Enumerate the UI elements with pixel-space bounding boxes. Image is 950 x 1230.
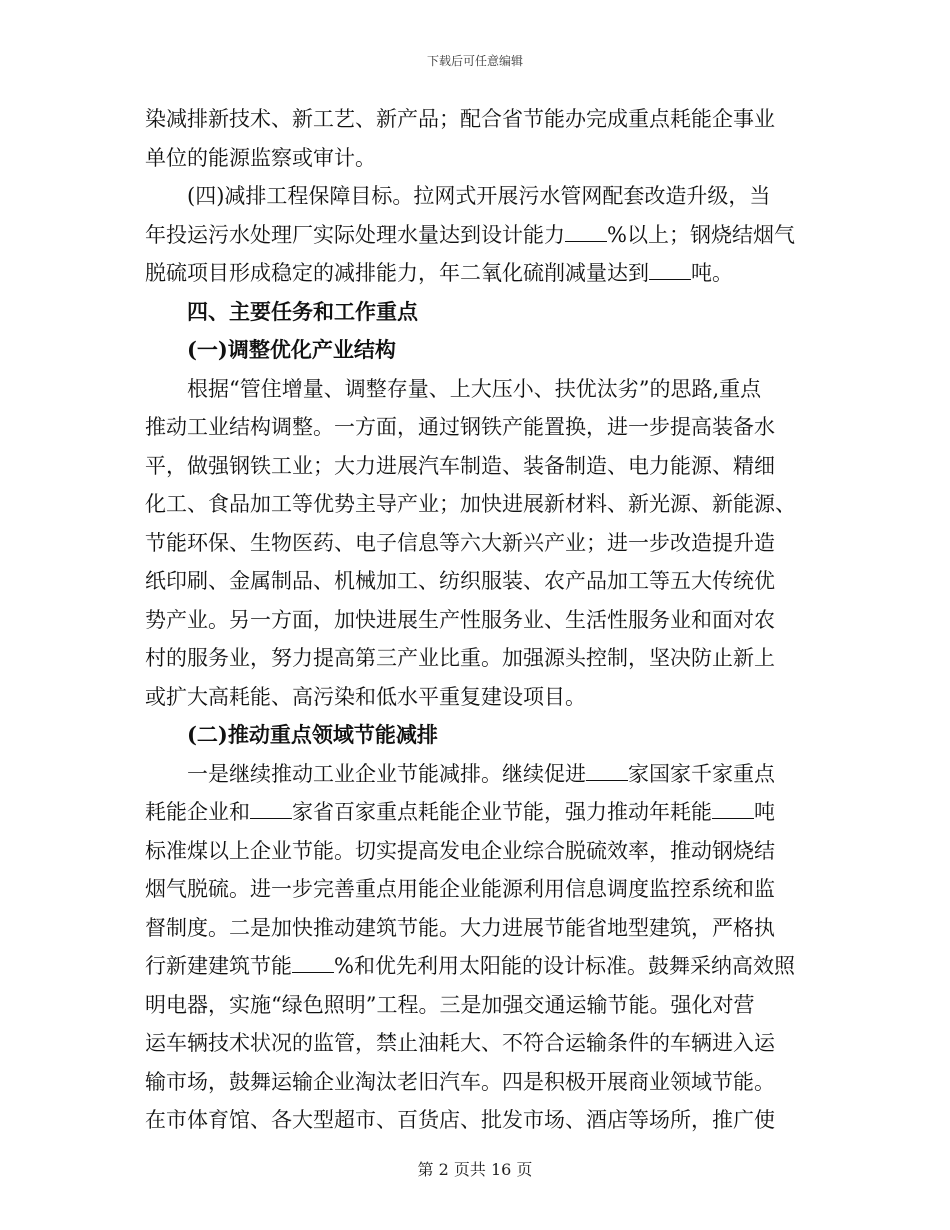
text-segment: 根据“管住增量、调整存量、上大压小、扶优汰劣”的思路,重点 <box>145 376 762 401</box>
text-segment: 督制度。二是加快推动建筑节能。大力进展节能省地型建筑，严格执 <box>145 915 775 940</box>
text-line <box>145 870 805 909</box>
text-segment: 或扩大高耗能、高污染和低水平重复建设项目。 <box>145 684 586 709</box>
text-segment: (一)调整优化产业结构 <box>145 337 396 362</box>
text-segment: 村的服务业，努力提高第三产业比重。加强源头控制，坚决防止新上 <box>145 646 775 670</box>
text-segment: 染减排新技术、新工艺、新产品；配合省节能办完成重点耗能企事业 <box>145 107 775 131</box>
text-segment: 纸印刷、金属制品、机械加工、纺织服装、农产品加工等五大传统优 <box>145 569 775 593</box>
page-header: 下载后可任意编辑 <box>426 54 523 68</box>
text-line <box>145 485 805 524</box>
text-segment: 节能环保、生物医药、电子信息等六大新兴产业；进一步改造提升造 <box>145 530 775 555</box>
text-line <box>145 1101 805 1140</box>
text-segment: 行新建建筑节能 <box>145 954 292 978</box>
text-line <box>145 562 805 601</box>
blank-underline <box>565 223 607 242</box>
text-segment: 四、主要任务和工作重点 <box>145 298 418 324</box>
page-footer: 第 2 页共 16 页 <box>417 1160 533 1179</box>
text-segment: 运车辆技术状况的监管，禁止油耗大、不符合运输条件的车辆进入运 <box>145 1031 775 1055</box>
text-line <box>145 408 805 447</box>
text-line <box>145 370 805 409</box>
text-segment: 一是继续推动工业企业节能减排。继续促进 <box>145 761 586 786</box>
text-line <box>145 524 805 563</box>
document-body <box>145 100 805 1140</box>
text-line <box>145 177 805 216</box>
text-segment: 家省百家重点耗能企业节能，强力推动年耗能 <box>292 800 712 824</box>
text-line <box>145 639 805 678</box>
text-line <box>145 909 805 948</box>
text-segment: %和优先利用太阳能的设计标准。鼓舞采纳高效照 <box>334 954 795 978</box>
text-segment: 输市场，鼓舞运输企业淘汰老旧汽车。四是积极开展商业领域节能。 <box>145 1069 775 1094</box>
text-line <box>145 793 805 832</box>
blank-underline <box>586 762 628 781</box>
text-line <box>145 100 805 139</box>
blank-underline <box>649 261 691 280</box>
text-segment: (二)推动重点领域节能减排 <box>145 722 438 747</box>
text-line <box>145 755 805 794</box>
blank-underline <box>712 800 754 819</box>
section-heading <box>145 716 805 755</box>
text-line <box>145 216 805 255</box>
text-segment: 标准煤以上企业节能。切实提高发电企业综合脱硫效率，推动钢烧结 <box>145 838 775 863</box>
blank-underline <box>292 954 334 973</box>
section-heading <box>145 293 805 332</box>
text-segment: 家国家千家重点 <box>628 761 775 786</box>
text-line <box>145 254 805 293</box>
text-segment: %以上；钢烧结烟气 <box>607 222 795 247</box>
text-segment: (四)减排工程保障目标。拉网式开展污水管网配套改造升级，当 <box>145 184 771 208</box>
text-line <box>145 986 805 1025</box>
text-line <box>145 601 805 640</box>
text-segment: 年投运污水处理厂实际处理水量达到设计能力 <box>145 222 565 247</box>
text-line <box>145 947 805 986</box>
text-segment: 势产业。另一方面，加快进展生产性服务业、生活性服务业和面对农 <box>145 607 775 632</box>
text-line <box>145 1024 805 1063</box>
section-heading <box>145 331 805 370</box>
blank-underline <box>250 800 292 819</box>
text-segment: 在市体育馆、各大型超市、百货店、批发市场、酒店等场所，推广使 <box>145 1108 775 1132</box>
text-line <box>145 832 805 871</box>
text-segment: 明电器，实施“绿色照明”工程。三是加强交通运输节能。强化对营 <box>145 992 755 1017</box>
text-segment: 单位的能源监察或审计。 <box>145 145 376 170</box>
text-line <box>145 139 805 178</box>
text-line <box>145 678 805 717</box>
text-segment: 吨 <box>754 800 775 824</box>
text-line <box>145 1063 805 1102</box>
text-segment: 耗能企业和 <box>145 800 250 824</box>
text-segment: 推动工业结构调整。一方面，通过钢铁产能置换，进一步提高装备水 <box>145 415 775 439</box>
text-line <box>145 447 805 486</box>
text-segment: 化工、食品加工等优势主导产业；加快进展新材料、新光源、新能源、 <box>145 492 796 516</box>
text-segment: 脱硫项目形成稳定的减排能力，年二氧化硫削减量达到 <box>145 261 649 285</box>
text-segment: 平，做强钢铁工业；大力进展汽车制造、装备制造、电力能源、精细 <box>145 453 775 478</box>
text-segment: 吨。 <box>691 261 733 285</box>
text-segment: 烟气脱硫。进一步完善重点用能企业能源利用信息调度监控系统和监 <box>145 877 775 901</box>
